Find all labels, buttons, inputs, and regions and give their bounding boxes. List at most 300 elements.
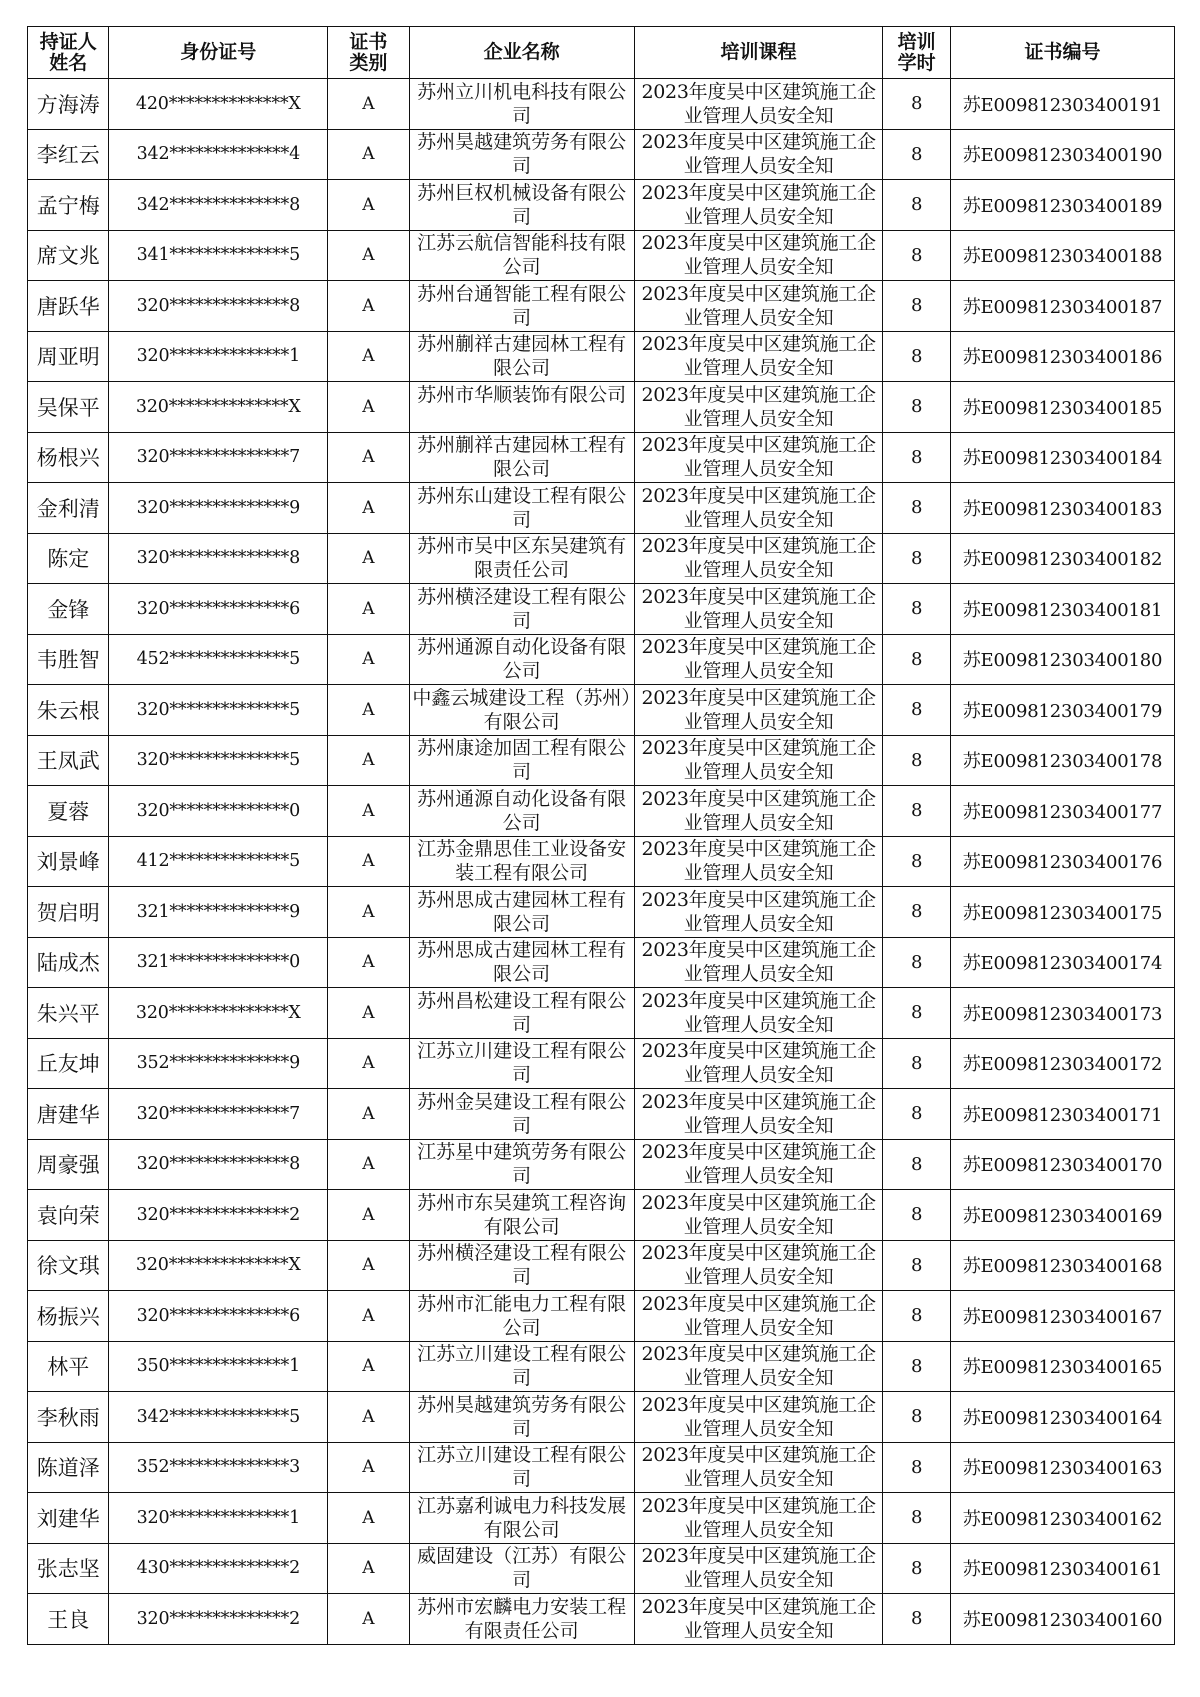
holder-name-cell: 杨振兴 — [28, 1291, 109, 1342]
hours-cell: 8 — [883, 129, 951, 180]
course-cell — [634, 1341, 883, 1392]
company-text: 江苏立川建设工程有限公司 — [417, 1040, 627, 1087]
header-hours-line2: 学时 — [897, 51, 936, 74]
hours-cell: 8 — [883, 331, 951, 382]
hours-cell: 8 — [883, 533, 951, 584]
company-text: 苏州市东吴建筑工程咨询有限公司 — [417, 1191, 627, 1238]
hours-cell: 8 — [883, 1240, 951, 1291]
company-text: 苏州市吴中区东吴建筑有限责任公司 — [417, 535, 627, 582]
header-holder-name — [28, 27, 109, 79]
company-cell — [409, 1190, 634, 1241]
hours-cell: 8 — [883, 79, 951, 130]
cert-number-cell: 苏E009812303400169 — [950, 1190, 1174, 1241]
course-text: 2023年度吴中区建筑施工企业管理人员安全知 — [641, 636, 876, 683]
company-cell — [409, 331, 634, 382]
course-cell — [634, 1493, 883, 1544]
company-cell — [409, 483, 634, 534]
company-cell — [409, 180, 634, 231]
id-number-cell: 320**************8 — [109, 533, 328, 584]
header-course: 培训课程 — [634, 27, 883, 79]
company-text: 苏州蒯祥古建园林工程有限公司 — [417, 434, 627, 481]
id-number-cell: 341**************5 — [109, 230, 328, 281]
cert-category-cell: A — [328, 786, 409, 837]
company-text: 苏州台通智能工程有限公司 — [417, 282, 627, 329]
course-text: 2023年度吴中区建筑施工企业管理人员安全知 — [641, 282, 876, 329]
company-text: 苏州康途加固工程有限公司 — [417, 737, 627, 784]
id-number-cell: 320**************8 — [109, 1139, 328, 1190]
cert-category-cell: A — [328, 1038, 409, 1089]
cert-number-cell: 苏E009812303400182 — [950, 533, 1174, 584]
cert-number-cell: 苏E009812303400172 — [950, 1038, 1174, 1089]
course-cell — [634, 735, 883, 786]
company-text: 苏州市宏麟电力安装工程有限责任公司 — [417, 1595, 627, 1642]
company-cell — [409, 533, 634, 584]
company-text: 苏州立川机电科技有限公司 — [417, 80, 627, 127]
header-hours — [883, 27, 951, 79]
course-cell — [634, 281, 883, 332]
holder-name-cell: 金利清 — [28, 483, 109, 534]
table-row — [28, 988, 1175, 1039]
company-text: 苏州市汇能电力工程有限公司 — [417, 1292, 627, 1339]
course-text: 2023年度吴中区建筑施工企业管理人员安全知 — [641, 1444, 876, 1491]
company-text: 苏州蒯祥古建园林工程有限公司 — [417, 333, 627, 380]
company-cell — [409, 1594, 634, 1645]
company-text: 威固建设（江苏）有限公司 — [417, 1545, 627, 1592]
holder-name-cell: 丘友坤 — [28, 1038, 109, 1089]
course-cell — [634, 887, 883, 938]
course-text: 2023年度吴中区建筑施工企业管理人员安全知 — [641, 1040, 876, 1087]
holder-name-cell: 朱云根 — [28, 685, 109, 736]
course-cell — [634, 1089, 883, 1140]
company-cell — [409, 735, 634, 786]
course-text: 2023年度吴中区建筑施工企业管理人员安全知 — [641, 838, 876, 885]
cert-number-cell: 苏E009812303400175 — [950, 887, 1174, 938]
holder-name-cell: 朱兴平 — [28, 988, 109, 1039]
cert-number-cell: 苏E009812303400176 — [950, 836, 1174, 887]
course-text: 2023年度吴中区建筑施工企业管理人员安全知 — [641, 686, 876, 733]
course-text: 2023年度吴中区建筑施工企业管理人员安全知 — [641, 1494, 876, 1541]
id-number-cell: 321**************0 — [109, 937, 328, 988]
company-text: 江苏立川建设工程有限公司 — [417, 1343, 627, 1390]
header-cert-number: 证书编号 — [950, 27, 1174, 79]
company-cell — [409, 887, 634, 938]
cert-number-cell: 苏E009812303400163 — [950, 1442, 1174, 1493]
cert-category-cell: A — [328, 180, 409, 231]
hours-cell: 8 — [883, 887, 951, 938]
holder-name-cell: 刘建华 — [28, 1493, 109, 1544]
company-text: 苏州市华顺装饰有限公司 — [417, 383, 627, 406]
hours-cell: 8 — [883, 180, 951, 231]
table-row — [28, 584, 1175, 635]
course-text: 2023年度吴中区建筑施工企业管理人员安全知 — [641, 1242, 876, 1289]
company-cell — [409, 79, 634, 130]
id-number-cell: 320**************9 — [109, 483, 328, 534]
header-holder-name-line2: 姓名 — [49, 51, 88, 74]
id-number-cell: 342**************4 — [109, 129, 328, 180]
cert-number-cell: 苏E009812303400189 — [950, 180, 1174, 231]
course-text: 2023年度吴中区建筑施工企业管理人员安全知 — [641, 181, 876, 228]
cert-number-cell: 苏E009812303400185 — [950, 382, 1174, 433]
holder-name-cell: 陈定 — [28, 533, 109, 584]
cert-number-cell: 苏E009812303400180 — [950, 634, 1174, 685]
course-cell — [634, 230, 883, 281]
course-cell — [634, 988, 883, 1039]
cert-category-cell: A — [328, 1392, 409, 1443]
course-cell — [634, 483, 883, 534]
company-cell — [409, 281, 634, 332]
hours-cell: 8 — [883, 432, 951, 483]
table-row — [28, 1594, 1175, 1645]
cert-number-cell: 苏E009812303400181 — [950, 584, 1174, 635]
course-text: 2023年度吴中区建筑施工企业管理人员安全知 — [641, 1343, 876, 1390]
table-row — [28, 382, 1175, 433]
cert-category-cell: A — [328, 1240, 409, 1291]
id-number-cell: 320**************X — [109, 382, 328, 433]
table-row — [28, 1291, 1175, 1342]
cert-number-cell: 苏E009812303400168 — [950, 1240, 1174, 1291]
table-row — [28, 483, 1175, 534]
course-text: 2023年度吴中区建筑施工企业管理人员安全知 — [641, 1191, 876, 1238]
holder-name-cell: 唐建华 — [28, 1089, 109, 1140]
cert-number-cell: 苏E009812303400190 — [950, 129, 1174, 180]
course-text: 2023年度吴中区建筑施工企业管理人员安全知 — [641, 1595, 876, 1642]
company-cell — [409, 1543, 634, 1594]
company-cell — [409, 634, 634, 685]
course-text: 2023年度吴中区建筑施工企业管理人员安全知 — [641, 1090, 876, 1137]
header-company: 企业名称 — [409, 27, 634, 79]
hours-cell: 8 — [883, 634, 951, 685]
header-cert-category-line2: 类别 — [349, 51, 388, 74]
cert-number-cell: 苏E009812303400170 — [950, 1139, 1174, 1190]
holder-name-cell: 刘景峰 — [28, 836, 109, 887]
hours-cell: 8 — [883, 988, 951, 1039]
company-cell — [409, 584, 634, 635]
table-row — [28, 887, 1175, 938]
cert-category-cell: A — [328, 1089, 409, 1140]
cert-category-cell: A — [328, 1442, 409, 1493]
course-text: 2023年度吴中区建筑施工企业管理人员安全知 — [641, 383, 876, 430]
id-number-cell: 320**************1 — [109, 1493, 328, 1544]
course-cell — [634, 1392, 883, 1443]
holder-name-cell: 韦胜智 — [28, 634, 109, 685]
holder-name-cell: 唐跃华 — [28, 281, 109, 332]
header-holder-name-line1: 持证人 — [39, 30, 97, 53]
course-text: 2023年度吴中区建筑施工企业管理人员安全知 — [641, 1545, 876, 1592]
cert-number-cell: 苏E009812303400165 — [950, 1341, 1174, 1392]
hours-cell: 8 — [883, 1392, 951, 1443]
course-cell — [634, 685, 883, 736]
cert-category-cell: A — [328, 1543, 409, 1594]
company-text: 江苏嘉利诚电力科技发展有限公司 — [417, 1494, 627, 1541]
holder-name-cell: 陈道泽 — [28, 1442, 109, 1493]
cert-number-cell: 苏E009812303400161 — [950, 1543, 1174, 1594]
holder-name-cell: 周豪强 — [28, 1139, 109, 1190]
cert-category-cell: A — [328, 129, 409, 180]
table-row — [28, 1190, 1175, 1241]
course-text: 2023年度吴中区建筑施工企业管理人员安全知 — [641, 1292, 876, 1339]
hours-cell: 8 — [883, 1442, 951, 1493]
course-text: 2023年度吴中区建筑施工企业管理人员安全知 — [641, 737, 876, 784]
table-row — [28, 786, 1175, 837]
id-number-cell: 320**************2 — [109, 1594, 328, 1645]
course-cell — [634, 937, 883, 988]
table-row — [28, 281, 1175, 332]
course-cell — [634, 584, 883, 635]
certificate-table — [27, 26, 1175, 1645]
table-row — [28, 1139, 1175, 1190]
cert-category-cell: A — [328, 432, 409, 483]
course-cell — [634, 331, 883, 382]
holder-name-cell: 林平 — [28, 1341, 109, 1392]
company-cell — [409, 1139, 634, 1190]
cert-number-cell: 苏E009812303400184 — [950, 432, 1174, 483]
course-text: 2023年度吴中区建筑施工企业管理人员安全知 — [641, 232, 876, 279]
company-text: 苏州巨权机械设备有限公司 — [417, 181, 627, 228]
course-cell — [634, 1291, 883, 1342]
id-number-cell: 320**************6 — [109, 1291, 328, 1342]
table-row — [28, 230, 1175, 281]
course-cell — [634, 836, 883, 887]
cert-category-cell: A — [328, 988, 409, 1039]
company-text: 苏州昊越建筑劳务有限公司 — [417, 131, 627, 178]
hours-cell: 8 — [883, 1038, 951, 1089]
id-number-cell: 352**************9 — [109, 1038, 328, 1089]
hours-cell: 8 — [883, 1594, 951, 1645]
cert-number-cell: 苏E009812303400188 — [950, 230, 1174, 281]
hours-cell: 8 — [883, 584, 951, 635]
company-cell — [409, 1240, 634, 1291]
company-text: 苏州横泾建设工程有限公司 — [417, 585, 627, 632]
cert-category-cell: A — [328, 483, 409, 534]
company-text: 江苏金鼎思佳工业设备安装工程有限公司 — [417, 838, 627, 885]
cert-category-cell: A — [328, 584, 409, 635]
cert-category-cell: A — [328, 533, 409, 584]
cert-category-cell: A — [328, 382, 409, 433]
cert-category-cell: A — [328, 1291, 409, 1342]
holder-name-cell: 李秋雨 — [28, 1392, 109, 1443]
id-number-cell: 320**************0 — [109, 786, 328, 837]
id-number-cell: 320**************5 — [109, 685, 328, 736]
hours-cell: 8 — [883, 937, 951, 988]
course-cell — [634, 382, 883, 433]
id-number-cell: 320**************1 — [109, 331, 328, 382]
company-cell — [409, 836, 634, 887]
table-row — [28, 634, 1175, 685]
table-row — [28, 331, 1175, 382]
course-cell — [634, 1139, 883, 1190]
hours-cell: 8 — [883, 1543, 951, 1594]
id-number-cell: 321**************9 — [109, 887, 328, 938]
header-row — [28, 27, 1175, 79]
cert-category-cell: A — [328, 230, 409, 281]
company-cell — [409, 1089, 634, 1140]
course-cell — [634, 432, 883, 483]
table-row — [28, 533, 1175, 584]
holder-name-cell: 方海涛 — [28, 79, 109, 130]
cert-category-cell: A — [328, 836, 409, 887]
hours-cell: 8 — [883, 483, 951, 534]
company-cell — [409, 129, 634, 180]
table-row — [28, 180, 1175, 231]
course-cell — [634, 533, 883, 584]
hours-cell: 8 — [883, 685, 951, 736]
course-text: 2023年度吴中区建筑施工企业管理人员安全知 — [641, 989, 876, 1036]
course-text: 2023年度吴中区建筑施工企业管理人员安全知 — [641, 535, 876, 582]
cert-category-cell: A — [328, 79, 409, 130]
cert-category-cell: A — [328, 887, 409, 938]
table-row — [28, 937, 1175, 988]
company-cell — [409, 1291, 634, 1342]
hours-cell: 8 — [883, 230, 951, 281]
holder-name-cell: 贺启明 — [28, 887, 109, 938]
company-text: 苏州昊越建筑劳务有限公司 — [417, 1393, 627, 1440]
cert-number-cell: 苏E009812303400186 — [950, 331, 1174, 382]
header-id-number: 身份证号 — [109, 27, 328, 79]
id-number-cell: 452**************5 — [109, 634, 328, 685]
id-number-cell: 320**************2 — [109, 1190, 328, 1241]
company-cell — [409, 1442, 634, 1493]
cert-category-cell: A — [328, 634, 409, 685]
course-text: 2023年度吴中区建筑施工企业管理人员安全知 — [641, 1141, 876, 1188]
cert-category-cell: A — [328, 1190, 409, 1241]
hours-cell: 8 — [883, 1190, 951, 1241]
cert-category-cell: A — [328, 1493, 409, 1544]
id-number-cell: 320**************8 — [109, 281, 328, 332]
holder-name-cell: 徐文琪 — [28, 1240, 109, 1291]
hours-cell: 8 — [883, 281, 951, 332]
cert-number-cell: 苏E009812303400173 — [950, 988, 1174, 1039]
company-cell — [409, 988, 634, 1039]
id-number-cell: 320**************X — [109, 1240, 328, 1291]
holder-name-cell: 王良 — [28, 1594, 109, 1645]
company-cell — [409, 937, 634, 988]
id-number-cell: 320**************X — [109, 988, 328, 1039]
course-text: 2023年度吴中区建筑施工企业管理人员安全知 — [641, 585, 876, 632]
course-text: 2023年度吴中区建筑施工企业管理人员安全知 — [641, 888, 876, 935]
course-cell — [634, 1038, 883, 1089]
id-number-cell: 320**************7 — [109, 432, 328, 483]
id-number-cell: 342**************5 — [109, 1392, 328, 1443]
cert-number-cell: 苏E009812303400174 — [950, 937, 1174, 988]
company-text: 江苏云航信智能科技有限公司 — [417, 232, 627, 279]
course-cell — [634, 1442, 883, 1493]
table-row — [28, 1442, 1175, 1493]
cert-number-cell: 苏E009812303400191 — [950, 79, 1174, 130]
hours-cell: 8 — [883, 735, 951, 786]
id-number-cell: 320**************5 — [109, 735, 328, 786]
table-row — [28, 432, 1175, 483]
cert-category-cell: A — [328, 735, 409, 786]
table-row — [28, 1038, 1175, 1089]
company-cell — [409, 786, 634, 837]
holder-name-cell: 杨根兴 — [28, 432, 109, 483]
course-cell — [634, 1594, 883, 1645]
holder-name-cell: 金锋 — [28, 584, 109, 635]
cert-category-cell: A — [328, 937, 409, 988]
cert-number-cell: 苏E009812303400167 — [950, 1291, 1174, 1342]
hours-cell: 8 — [883, 836, 951, 887]
hours-cell: 8 — [883, 1139, 951, 1190]
course-cell — [634, 634, 883, 685]
company-cell — [409, 230, 634, 281]
course-text: 2023年度吴中区建筑施工企业管理人员安全知 — [641, 787, 876, 834]
holder-name-cell: 席文兆 — [28, 230, 109, 281]
holder-name-cell: 孟宁梅 — [28, 180, 109, 231]
course-text: 2023年度吴中区建筑施工企业管理人员安全知 — [641, 434, 876, 481]
holder-name-cell: 周亚明 — [28, 331, 109, 382]
course-cell — [634, 79, 883, 130]
table-row — [28, 1240, 1175, 1291]
table-row — [28, 1392, 1175, 1443]
company-text: 苏州通源自动化设备有限公司 — [417, 787, 627, 834]
hours-cell: 8 — [883, 382, 951, 433]
hours-cell: 8 — [883, 1291, 951, 1342]
course-cell — [634, 786, 883, 837]
cert-number-cell: 苏E009812303400162 — [950, 1493, 1174, 1544]
id-number-cell: 350**************1 — [109, 1341, 328, 1392]
cert-category-cell: A — [328, 281, 409, 332]
cert-number-cell: 苏E009812303400178 — [950, 735, 1174, 786]
course-cell — [634, 180, 883, 231]
company-text: 苏州昌松建设工程有限公司 — [417, 989, 627, 1036]
table-row — [28, 129, 1175, 180]
hours-cell: 8 — [883, 1341, 951, 1392]
course-cell — [634, 1240, 883, 1291]
cert-category-cell: A — [328, 685, 409, 736]
company-text: 苏州思成古建园林工程有限公司 — [417, 888, 627, 935]
company-text: 苏州横泾建设工程有限公司 — [417, 1242, 627, 1289]
table-row — [28, 685, 1175, 736]
id-number-cell: 342**************8 — [109, 180, 328, 231]
id-number-cell: 412**************5 — [109, 836, 328, 887]
holder-name-cell: 夏蓉 — [28, 786, 109, 837]
header-cert-category — [328, 27, 409, 79]
course-cell — [634, 1190, 883, 1241]
table-row — [28, 735, 1175, 786]
holder-name-cell: 袁向荣 — [28, 1190, 109, 1241]
company-text: 中鑫云城建设工程（苏州）有限公司 — [412, 686, 631, 733]
course-text: 2023年度吴中区建筑施工企业管理人员安全知 — [641, 1393, 876, 1440]
cert-number-cell: 苏E009812303400177 — [950, 786, 1174, 837]
table-row — [28, 1341, 1175, 1392]
course-cell — [634, 1543, 883, 1594]
hours-cell: 8 — [883, 1493, 951, 1544]
course-text: 2023年度吴中区建筑施工企业管理人员安全知 — [641, 131, 876, 178]
id-number-cell: 320**************7 — [109, 1089, 328, 1140]
cert-number-cell: 苏E009812303400164 — [950, 1392, 1174, 1443]
header-hours-line1: 培训 — [897, 30, 936, 53]
table-row — [28, 79, 1175, 130]
id-number-cell: 430**************2 — [109, 1543, 328, 1594]
cert-number-cell: 苏E009812303400187 — [950, 281, 1174, 332]
company-cell — [409, 432, 634, 483]
table-row — [28, 1089, 1175, 1140]
holder-name-cell: 李红云 — [28, 129, 109, 180]
company-cell — [409, 382, 634, 433]
table-row — [28, 1493, 1175, 1544]
cert-category-cell: A — [328, 1594, 409, 1645]
cert-number-cell: 苏E009812303400179 — [950, 685, 1174, 736]
company-cell — [409, 1493, 634, 1544]
course-text: 2023年度吴中区建筑施工企业管理人员安全知 — [641, 333, 876, 380]
cert-number-cell: 苏E009812303400160 — [950, 1594, 1174, 1645]
course-text: 2023年度吴中区建筑施工企业管理人员安全知 — [641, 939, 876, 986]
cert-number-cell: 苏E009812303400171 — [950, 1089, 1174, 1140]
id-number-cell: 352**************3 — [109, 1442, 328, 1493]
company-text: 苏州金吴建设工程有限公司 — [417, 1090, 627, 1137]
cert-category-cell: A — [328, 1341, 409, 1392]
header-cert-category-line1: 证书 — [349, 30, 388, 53]
